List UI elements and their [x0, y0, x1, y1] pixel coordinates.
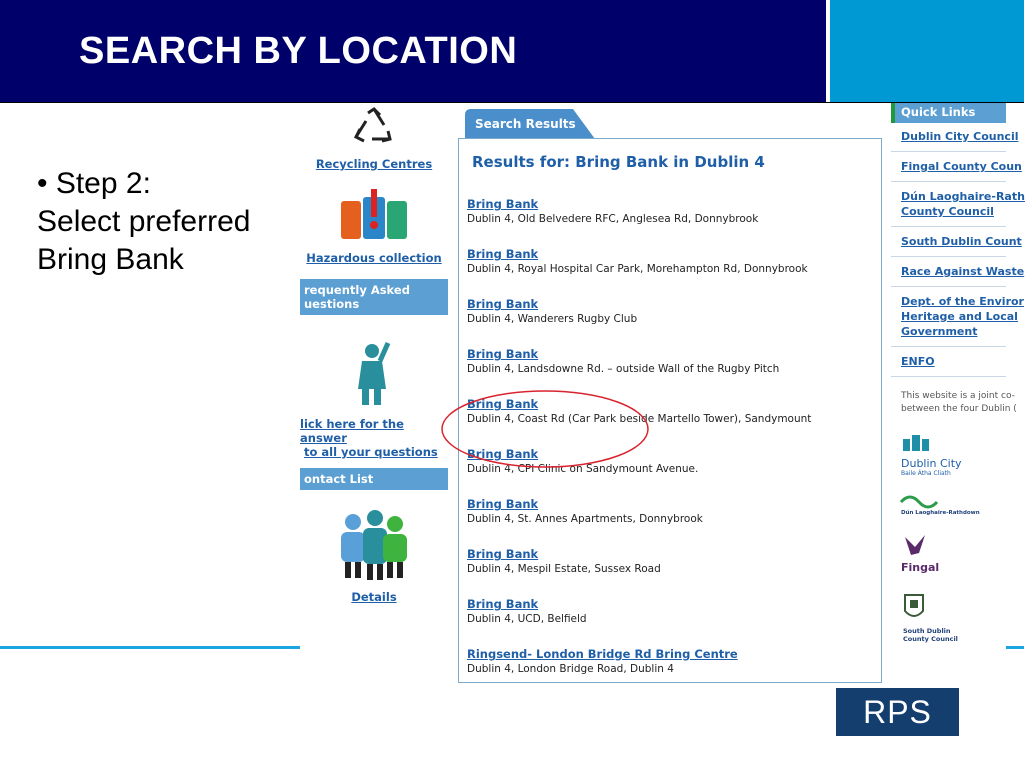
result-item-link[interactable]: Bring Bank [467, 197, 539, 211]
result-item-address: Dublin 4, Old Belvedere RFC, Anglesea Rd, Donnybrook [467, 213, 759, 225]
result-item-address: Dublin 4, Landsdowne Rd. – outside Wall of the Rugby Pitch [467, 363, 780, 375]
step-line-3: Bring Bank [37, 243, 184, 276]
results-heading: Results for: Bring Bank in Dublin 4 [472, 153, 765, 171]
result-item-address: Dublin 4, UCD, Belfield [467, 613, 587, 625]
quick-links-divider [891, 286, 1006, 287]
joint-note-line-1: This website is a joint co- [901, 391, 1015, 401]
quick-links-panel [891, 103, 1025, 688]
bird-icon [901, 533, 929, 557]
castle-icon [901, 431, 931, 453]
recycling-block [300, 105, 448, 172]
result-item-address: Dublin 4, Coast Rd (Car Park beside Martello Tower), Sandymount [467, 413, 812, 425]
result-item-address: Dublin 4, CPI Clinic on Sandymount Avenue. [467, 463, 699, 475]
result-item-link[interactable]: Bring Bank [467, 397, 539, 411]
quick-link-dept-line-2: Heritage and Local [901, 310, 1018, 323]
person-raising-hand-icon [352, 339, 396, 409]
people-group-icon [335, 508, 413, 582]
recycling-centres-link[interactable]: Recycling Centres [315, 157, 433, 171]
faq-bar[interactable] [300, 279, 448, 315]
result-item-link[interactable]: Bring Bank [467, 347, 539, 361]
contact-figures-block [300, 508, 448, 605]
quick-link-dept-line-1: Dept. of the Enviror [901, 295, 1024, 308]
result-item [467, 347, 779, 375]
step-line-2: Select preferred [37, 205, 251, 238]
joint-website-note [901, 390, 1017, 416]
result-item-link[interactable]: Ringsend- London Bridge Rd Bring Centre [467, 647, 738, 661]
south-dublin-logo-text-1: South Dublin [903, 627, 951, 635]
quick-links-divider [891, 376, 1006, 377]
result-item [467, 247, 808, 275]
left-sidebar [300, 103, 448, 688]
result-item-link[interactable]: Bring Bank [467, 447, 539, 461]
joint-note-line-2: between the four Dublin ( [901, 404, 1017, 414]
dublin-city-logo-text: Dublin City [901, 457, 962, 470]
header-accent-block [829, 0, 1024, 103]
fingal-logo[interactable] [901, 533, 939, 574]
result-item [467, 547, 661, 575]
recycling-icon [352, 105, 396, 149]
quick-links-divider [891, 256, 1006, 257]
quick-link-dun-laoghaire[interactable] [901, 189, 1025, 219]
dublin-city-logo[interactable] [901, 431, 962, 477]
result-item-link[interactable]: Bring Bank [467, 497, 539, 511]
details-link[interactable]: Details [351, 590, 397, 604]
faq-answer-line-1: lick here for the answer [300, 417, 404, 445]
quick-links-divider [891, 181, 1006, 182]
slide-header [0, 0, 828, 103]
step-line-1: • Step 2: [37, 167, 151, 200]
quick-links-divider [891, 151, 1006, 152]
quick-link-dun-line-1: Dún Laoghaire-Rath [901, 190, 1025, 203]
result-item [467, 497, 703, 525]
crest-icon [903, 593, 925, 623]
faq-bar-line-1: requently Asked [304, 283, 410, 297]
faq-figure-block [300, 339, 448, 413]
south-dublin-logo[interactable] [903, 593, 958, 643]
south-dublin-logo-text-2: County Council [903, 635, 958, 643]
result-item [467, 597, 587, 625]
contact-list-bar[interactable] [300, 468, 448, 490]
result-item [467, 297, 637, 325]
rps-logo-text: RPS [863, 694, 932, 730]
quick-links-divider [891, 226, 1006, 227]
search-results-tab[interactable] [465, 109, 595, 139]
quick-link-fingal[interactable]: Fingal County Coun [901, 160, 1022, 173]
step-instructions [37, 165, 250, 279]
dublin-city-logo-subtext: Baile Átha Cliath [901, 470, 951, 477]
faq-answer-link[interactable] [300, 417, 448, 459]
quick-link-dublin-city[interactable]: Dublin City Council [901, 130, 1019, 143]
fingal-logo-text: Fingal [901, 561, 940, 574]
faq-answer-line-2: to all your questions [304, 445, 438, 459]
rps-logo [836, 688, 959, 736]
hazardous-bins-icon [337, 187, 411, 243]
hazardous-collection-link[interactable]: Hazardous collection [306, 251, 442, 265]
waves-icon [901, 492, 937, 506]
contact-list-label: ontact List [304, 472, 374, 486]
hazardous-block [300, 187, 448, 266]
quick-link-dept-line-3: Government [901, 325, 978, 338]
result-item-link[interactable]: Bring Bank [467, 547, 539, 561]
result-item-address: Dublin 4, Wanderers Rugby Club [467, 313, 638, 325]
website-screenshot [300, 103, 1025, 688]
dun-laoghaire-logo[interactable] [901, 491, 980, 516]
result-item-link[interactable]: Bring Bank [467, 247, 539, 261]
slide-title: SEARCH BY LOCATION [79, 30, 518, 72]
quick-link-enfo[interactable]: ENFO [901, 355, 935, 368]
quick-link-dun-line-2: County Council [901, 205, 994, 218]
search-results-tab-label: Search Results [475, 117, 576, 131]
right-accent-line [1006, 646, 1024, 649]
result-item-address: Dublin 4, St. Annes Apartments, Donnybrook [467, 513, 703, 525]
result-item [467, 197, 758, 225]
quick-link-south-dublin[interactable]: South Dublin Count [901, 235, 1022, 248]
dun-laoghaire-logo-text: Dún Laoghaire-Rathdown [901, 510, 980, 516]
result-item [467, 647, 738, 675]
result-item-address: Dublin 4, Mespil Estate, Sussex Road [467, 563, 661, 575]
result-item-link[interactable]: Bring Bank [467, 297, 539, 311]
highlight-ellipse [440, 389, 650, 469]
quick-link-dept-environment[interactable] [901, 294, 1024, 339]
quick-link-race-against-waste[interactable]: Race Against Waste [901, 265, 1025, 278]
result-item-address: Dublin 4, London Bridge Road, Dublin 4 [467, 663, 674, 675]
faq-bar-line-2: uestions [304, 297, 360, 311]
left-accent-line [0, 646, 300, 649]
result-item-link[interactable]: Bring Bank [467, 597, 539, 611]
quick-links-heading: Quick Links [891, 103, 1006, 123]
result-item-address: Dublin 4, Royal Hospital Car Park, Morehampton Rd, Donnybrook [467, 263, 808, 275]
quick-links-divider [891, 346, 1006, 347]
